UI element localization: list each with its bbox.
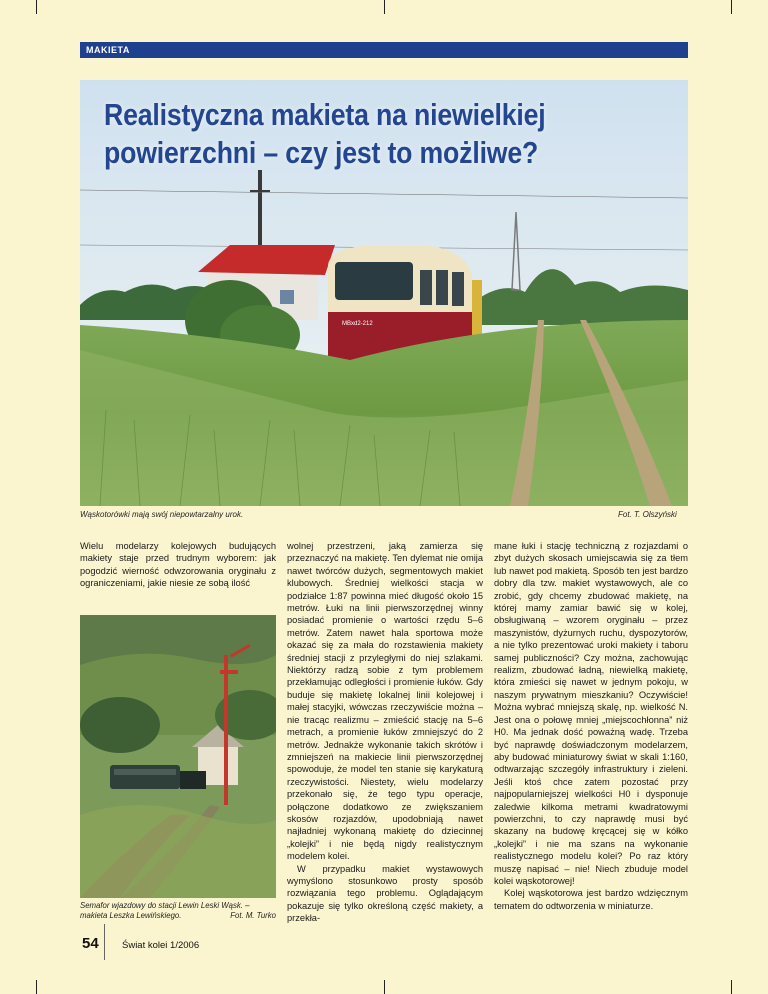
hero-caption: Wąskotorówki mają swój niepowtarzalny urok. xyxy=(80,510,244,519)
hero-credit: Fot. T. Olszyński xyxy=(618,510,677,519)
hero-photo xyxy=(80,80,688,506)
footer-divider xyxy=(104,924,105,960)
train-plate: MBxd2-212 xyxy=(342,321,373,327)
paragraph: Wielu modelarzy kolejowych budujących makiety staje przed trudnym wyborem: jak pogodzić wierność odwzorowania oryginału z ograniczeniami, jakie niesie ze sobą ilość xyxy=(80,541,276,589)
paragraph: W przypadku makiet wystawowych wymyślono stosunkowo prosty sposób rozwiązania tego problemu. Oglądającym pokazuje się tylko określoną część makiety, a przekła- xyxy=(287,863,483,924)
crop-mark xyxy=(384,980,385,994)
text-column-2 xyxy=(287,540,483,925)
crop-mark xyxy=(36,980,37,994)
issue-label: Świat kolei 1/2006 xyxy=(122,940,200,951)
paragraph: wolnej przestrzeni, jaką zamierza się przeznaczyć na makietę. Ten dylemat nie omija nawet twórców dużych, segmentowych makiet klubowych. Średniej wielkości stacja w podziałce 1:87 powinna mieć długość około 15 metrów. Łuki na linii pierwszorzędnej winny posiadać promienie o wartości rzędu 5–6 metrów. Zatem nawet hala sportowa może okazać się za mała do rozstawienia makiety średniej stacji z przyległymi do niej szlakami. Niektórzy radzą sobie z tym problemem przekłamując odległości i promienie łuków. Gdy buduje się makietę lokalnej linii kolejowej i małej stacyjki, wówczas rzeczywiście można – nie tracąc realizmu – zmieścić stację na 5–6 metrach, a promienie łuków zmniejszyć do 2 metrów. Jednakże wykonanie takich skrótów i zmniejszeń na makiecie linii pierwszorzędnej spowoduje, że model ten stanie się karykaturą rzeczywistości. Niestety, wielu modelarzy przekonało się, że tego typu operacje, połączone dodatkowo ze zwiększaniem skosów rozjazdów, upodobniają nawet najładniej wykonaną makietę do dziecinnej „kolejki” i nie będą nigdy realistycznym modelem kolei. xyxy=(287,541,483,862)
paragraph: Kolej wąskotorowa jest bardzo wdzięcznym tematem do odtworzenia w miniaturze. xyxy=(494,888,688,911)
text-column-3 xyxy=(494,540,688,912)
inset-caption xyxy=(80,901,276,921)
inset-caption-text: Semafor wjazdowy do stacji Lewin Leski Wąsk. – makieta Leszka Lewińskiego. xyxy=(80,901,250,920)
crop-mark xyxy=(731,980,732,994)
section-header: MAKIETA xyxy=(80,42,688,58)
crop-mark xyxy=(36,0,37,14)
crop-mark xyxy=(384,0,385,14)
inset-credit: Fot. M. Turko xyxy=(230,911,276,920)
inset-photo-illustration xyxy=(80,615,276,898)
inset-photo xyxy=(80,615,276,898)
article-title: Realistyczna makieta na niewielkiej powierzchni – czy jest to możliwe? xyxy=(104,97,546,170)
page-number: 54 xyxy=(82,935,99,952)
paragraph: mane łuki i stację techniczną z rozjazdami o zbyt dużych skosach umiejscawia się za tłem lub nawet pod makietą. Sposób ten jest bardzo dobry dla tzw. makiet wystawowych, ale co zrobić, gdy chcemy zbudować makietę, na której mamy zamiar bawić się w kolej, obsługiwaną – wzorem oryginału – przez maszynistów, dyżurnych ruchu, dyspozytorów, a nie tylko prezentować uroki makiety i taboru samej publiczności? Czy można, zachowując realizm, zbudować ładną, niewielką makietę, która zmieści się nawet w jednym pokoju, w naszym prywatnym mieszkaniu? Oczywiście! Można wybrać mniejszą skalę, np. wielkość N. Jest ona o połowę mniej „miejscochłonna” niż H0. Ma jednak dość poważną wadę. Trzeba być naprawdę doświadczonym modelarzem, aby budować miniaturowy świat w skali 1:160, odtwarzając szczegóły infrastruktury i zieleni. Jeśli ktoś chce zatem pozostać przy najpopularniejszej wielkości H0 i dysponuje zaledwie kilkoma metrami kwadratowymi powierzchni, to czy naprawdę musi być skazany na budowę kręcącej się w kółko „kolejki” i nie ma szans na wykonanie realistycznego modelu kolei? Po raz który muszę napisać – nie! Niech zbuduje model kolei wąskotorowej! xyxy=(494,541,688,886)
crop-mark xyxy=(731,0,732,14)
text-column-1 xyxy=(80,540,276,590)
